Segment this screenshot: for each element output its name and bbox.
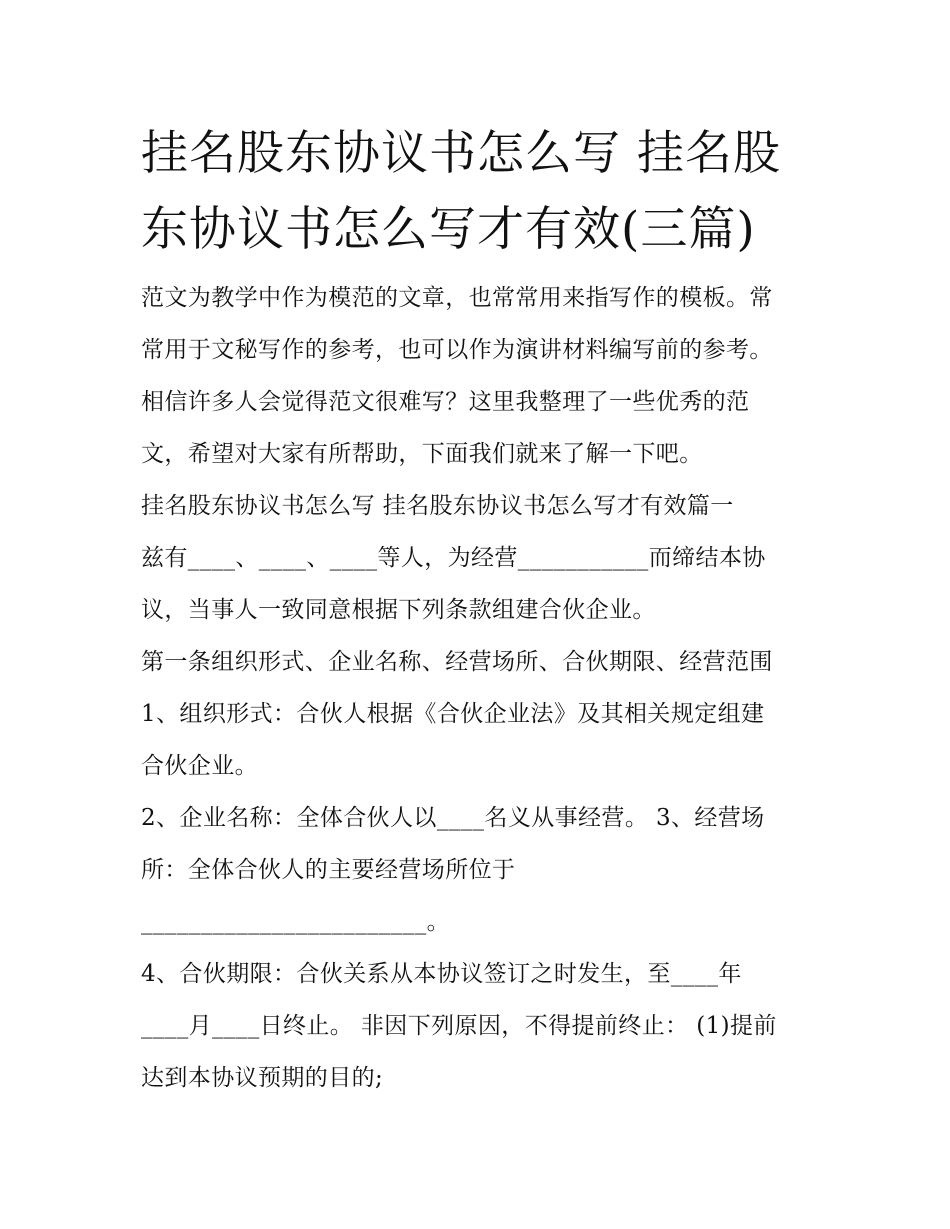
intro-paragraph	[141, 272, 813, 480]
section-heading: 挂名股东协议书怎么写 挂名股东协议书怎么写才有效篇一	[141, 493, 734, 519]
body-line: 议，当事人一致同意根据下列条款组建合伙企业。	[141, 597, 656, 623]
intro-line: 文，希望对大家有所帮助，下面我们就来了解一下吧。	[141, 441, 703, 467]
intro-line: 范文为教学中作为模范的文章，也常常用来指写作的模板。常	[141, 285, 773, 311]
body-line: 第一条组织形式、企业名称、经营场所、合伙期限、经营范围	[141, 649, 773, 675]
body-line: ____月____日终止。 非因下列原因，不得提前终止： (1)提前	[141, 1013, 777, 1039]
body-line: 4、合伙期限：合伙关系从本协议签订之时发生，至____年	[141, 961, 742, 987]
intro-line: 常用于文秘写作的参考，也可以作为演讲材料编写前的参考。	[141, 337, 773, 363]
agreement-body	[141, 532, 813, 1104]
document-title	[141, 116, 813, 268]
body-line: 所：全体合伙人的主要经营场所位于	[141, 857, 516, 883]
intro-line: 相信许多人会觉得范文很难写？这里我整理了一些优秀的范	[141, 389, 750, 415]
title-line-1: 挂名股东协议书怎么写 挂名股	[141, 126, 781, 181]
body-line: ________________________。	[141, 909, 450, 935]
document-page	[141, 116, 813, 1104]
title-line-2: 东协议书怎么写才有效(三篇)	[141, 202, 756, 257]
body-line: 合伙企业。	[141, 753, 258, 779]
body-line: 2、企业名称：全体合伙人以____名义从事经营。 3、经营场	[141, 805, 765, 831]
body-line: 1、组织形式：合伙人根据《合伙企业法》及其相关规定组建	[141, 701, 765, 727]
body-line: 达到本协议预期的目的;	[141, 1065, 384, 1091]
body-line: 兹有____、____、____等人，为经营___________而缔结本协	[141, 545, 766, 571]
